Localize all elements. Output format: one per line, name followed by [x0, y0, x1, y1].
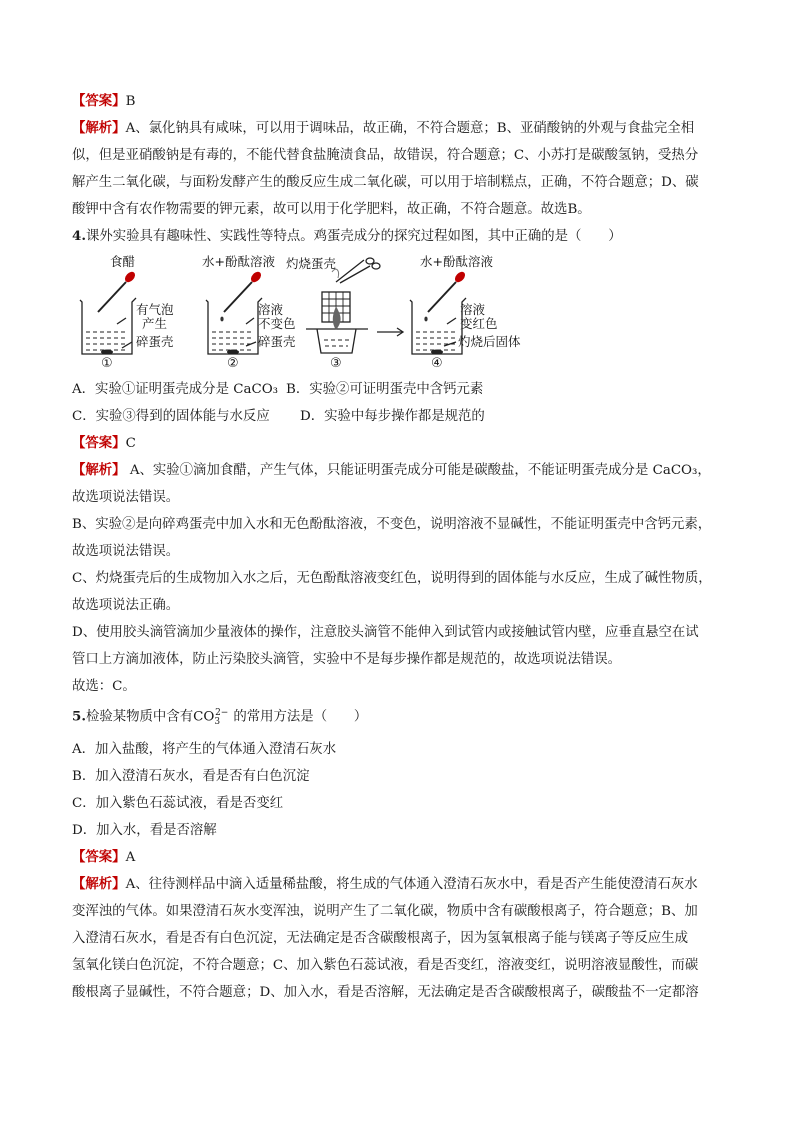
q4-stem: 4.课外实验具有趣味性、实践性等特点。鸡蛋壳成分的探究过程如图，其中正确的是（ ）: [72, 228, 622, 244]
q4-analysis-line: D、使用胶头滴管滴加少量液体的操作，注意胶头滴管不能伸入到试管内或接触试管内壁，应垂直悬空在试: [72, 625, 699, 640]
flame: [333, 306, 341, 330]
option-b[interactable]: B．实验②可证明蛋壳中含钙元素: [286, 382, 484, 397]
analysis-tag: 【解析】: [72, 876, 126, 893]
q4-analysis-line: C、灼烧蛋壳后的生成物加入水之后，无色酚酞溶液变红色，说明得到的固体能与水反应，生成了碱性物质，: [72, 571, 712, 586]
q4-options-row: [72, 403, 722, 430]
step-number: ④: [431, 356, 443, 371]
q4-analysis-line: 故选项说法错误。: [72, 544, 180, 559]
label-eggshell: 碎蛋壳: [136, 334, 174, 349]
experiment-figure: [74, 252, 521, 372]
q5-analysis-line: 氢氧化镁白色沉淀，不符合题意；C、加入紫色石蕊试液，看是否变红，溶液变红，说明溶液显酸性，而碳: [72, 958, 699, 974]
answer-tag: 【答案】: [72, 435, 126, 451]
label-reagent: 水+酚酞溶液: [202, 254, 275, 269]
q3-answer: [72, 88, 722, 115]
label-turns-red: 变红色: [460, 316, 498, 331]
eggshell-pieces: [101, 350, 113, 355]
label-reagent: 水+酚酞溶液: [420, 254, 493, 269]
q4-analysis-line: 管口上方滴加液体，防止污染胶头滴管，实验中不是每步操作都是规范的，故选项说法错误。: [72, 652, 622, 667]
label-eggshell: 碎蛋壳: [258, 334, 296, 349]
answer-value: A: [125, 850, 136, 866]
q4-analysis-line: 故选项说法正确。: [72, 598, 180, 613]
q3-analysis-line: 酸钾中含有农作物需要的钾元素，故可以用于化学肥料，故正确，不符合题意。故选B。: [72, 202, 591, 217]
option-c[interactable]: C．实验③得到的固体能与水反应: [72, 409, 270, 424]
option-d[interactable]: D．加入水，看是否溶解: [72, 823, 217, 839]
option-a[interactable]: A．加入盐酸，将产生的气体通入澄清石灰水: [72, 742, 337, 758]
q5-stem: 5.检验某物质中含有$CO_3^{2-}$ 的常用方法是（ ）: [72, 700, 722, 736]
carbonate-formula: $CO_3^{2-}$: [193, 708, 229, 728]
evaporating-dish: [317, 329, 356, 353]
q5-analysis-line: 变浑浊的气体。如果澄清石灰水变浑浊，说明产生了二氧化碳，物质中含有碳酸根离子，符合题意；B、加: [72, 904, 698, 920]
q3-analysis-line: 解产生二氧化碳，与面粉发酵产生的酸反应生成二氧化碳，可以用于培制糕点，正确，不符合题意；D、碳: [72, 175, 699, 190]
answer-value: C: [125, 436, 136, 451]
page-content: [72, 88, 722, 1006]
answer-tag: 【答案】: [72, 849, 126, 866]
analysis-tag: 【解析】: [72, 120, 126, 136]
q3-analysis-line: 【解析】A、氯化钠具有咸味，可以用于调味品，故正确，不符合题意；B、亚硝酸钠的外观与食盐完全相: [72, 120, 695, 136]
label-bubbles: 产生: [142, 316, 168, 331]
q5-analysis-line: 入澄清石灰水，看是否有白色沉淀，无法确定是否含碳酸根离子，因为氢氧根离子能与镁离子等反应生成: [72, 931, 688, 947]
q4-conclusion: 故选：C。: [72, 679, 136, 694]
option-d[interactable]: D．实验中每步操作都是规范的: [300, 409, 485, 424]
q5-analysis-line: 【解析】A、往待测样品中滴入适量稀盐酸，将生成的气体通入澄清石灰水中，看是否产生能使澄清石灰水: [72, 876, 698, 893]
label-vinegar: 食醋: [110, 254, 136, 269]
question-number: 4.: [72, 228, 86, 244]
q4-answer: [72, 430, 722, 457]
q4-analysis-line: B、实验②是向碎鸡蛋壳中加入水和无色酚酞溶液，不变色，说明溶液不显碱性，不能证明蛋壳中含钙元素，: [72, 517, 712, 532]
q4-analysis-line: 故选项说法错误。: [72, 490, 180, 505]
label-burn-eggshell: 灼烧蛋壳: [286, 256, 337, 271]
q4-analysis-line: 【解析】 A、实验①滴加食醋，产生气体，只能证明蛋壳成分可能是碳酸盐，不能证明蛋壳成分是 CaCO₃，: [72, 462, 711, 478]
option-a[interactable]: A．实验①证明蛋壳成分是 CaCO₃: [72, 382, 279, 397]
q4-options-row: [72, 376, 722, 403]
step-number: ③: [330, 356, 342, 371]
answer-tag: 【答案】: [72, 93, 126, 109]
step-number: ②: [227, 356, 239, 371]
analysis-tag: 【解析】: [72, 462, 126, 478]
q5-answer: [72, 844, 722, 871]
answer-value: B: [125, 94, 136, 109]
label-solution: 溶液: [460, 302, 486, 317]
label-solution: 溶液: [258, 302, 284, 317]
q3-analysis-line: 似，但是亚硝酸钠是有毒的，不能代替食盐腌渍食品，故错误，符合题意；C、小苏打是碳酸氢钠，受热分: [72, 148, 699, 163]
crucible-tongs: [336, 260, 370, 283]
dropper-1: [98, 270, 137, 312]
question-number: 5.: [72, 708, 86, 725]
label-no-change: 不变色: [258, 316, 296, 331]
beaker-2: [206, 298, 262, 354]
step-number: ①: [101, 356, 113, 371]
option-b[interactable]: B．加入澄清石灰水，看是否有白色沉淀: [72, 769, 310, 785]
label-bubbles: 有气泡: [136, 302, 174, 317]
beaker-1: [80, 298, 136, 354]
label-burned-solid: 灼烧后固体: [458, 334, 521, 349]
q5-analysis-line: 酸根离子显碱性，不符合题意；D、加入水，看是否溶解，无法确定是否含碳酸根离子，碳酸盐不一定都溶: [72, 985, 699, 1001]
option-c[interactable]: C．加入紫色石蕊试液，看是否变红: [72, 796, 284, 812]
